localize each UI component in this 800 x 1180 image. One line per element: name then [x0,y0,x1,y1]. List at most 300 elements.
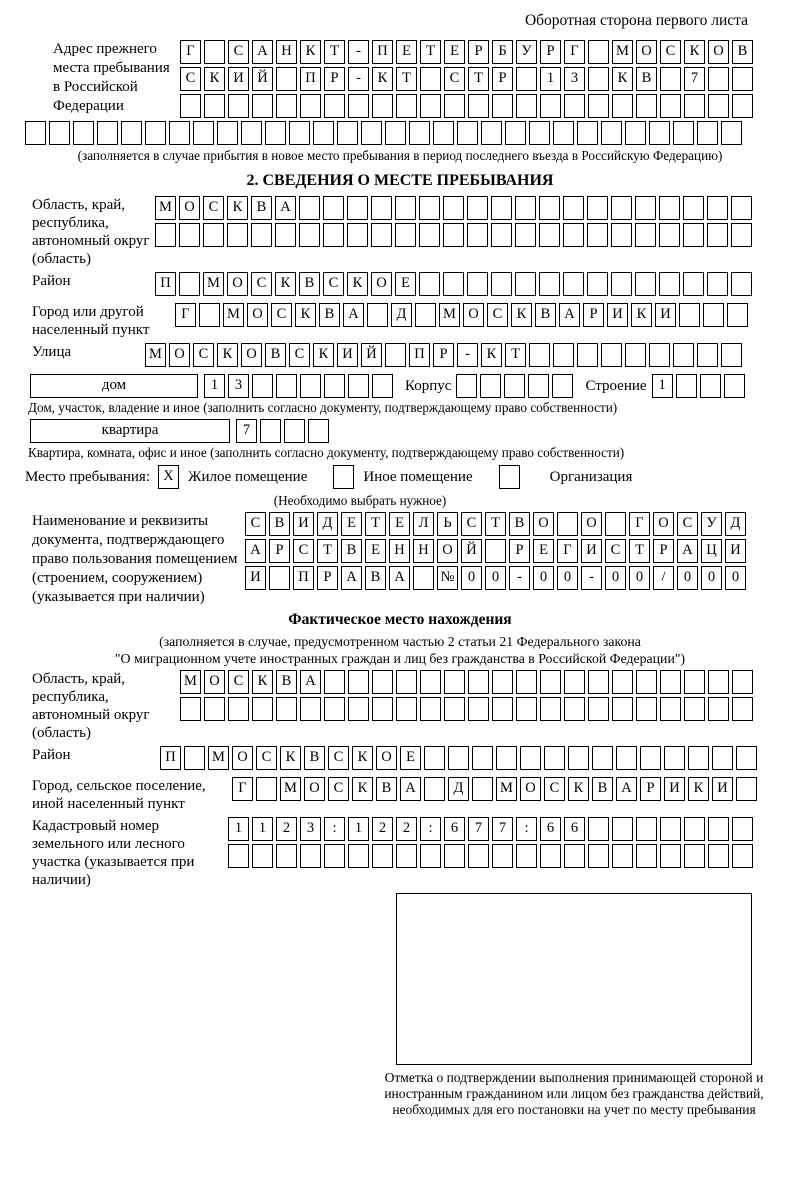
char-box [299,223,320,247]
char-box [635,272,656,296]
char-box [636,817,657,841]
char-box: В [276,670,297,694]
char-box [420,67,441,91]
char-box: : [420,817,441,841]
char-box [683,223,704,247]
char-box: Р [653,539,674,563]
char-box: О [533,512,554,536]
cadastral-field [0,817,800,889]
char-box: С [293,539,314,563]
char-box: Й [361,343,382,367]
char-box: В [592,777,613,801]
house-type-box: дом [30,374,198,398]
char-box: Т [505,343,526,367]
char-box: Б [492,40,513,64]
char-row-prev-address-4 [25,121,800,145]
char-box: Е [400,746,421,770]
char-box: И [293,512,314,536]
char-box [673,121,694,145]
option-residential-label: Жилое помещение [188,469,308,485]
char-box [420,697,441,721]
char-box: 7 [492,817,513,841]
char-box: У [516,40,537,64]
char-box: Т [317,539,338,563]
char-box: Й [461,539,482,563]
char-box [289,121,310,145]
char-box: К [227,196,248,220]
char-box [348,697,369,721]
char-box [684,670,705,694]
char-box: Г [180,40,201,64]
char-box: С [228,670,249,694]
char-box [251,223,272,247]
char-box: 3 [228,374,249,398]
char-box [228,697,249,721]
char-box: 2 [276,817,297,841]
char-box: О [247,303,268,327]
char-box [284,419,305,443]
char-box [636,844,657,868]
char-box [611,272,632,296]
char-box [660,67,681,91]
char-box: И [245,566,266,590]
char-box: Е [365,539,386,563]
char-box [625,121,646,145]
char-box: С [193,343,214,367]
char-box: 6 [564,817,585,841]
char-box [457,121,478,145]
char-box: И [337,343,358,367]
char-row-cadastral-2 [228,844,756,868]
char-box [361,121,382,145]
checkbox-residential: X [158,465,179,489]
char-box: С [487,303,508,327]
char-box [444,670,465,694]
char-box [697,121,718,145]
char-box [540,94,561,118]
char-box [467,223,488,247]
char-row-stroenie [652,374,748,393]
char-box [433,121,454,145]
char-box: С [251,272,272,296]
char-box [269,566,290,590]
char-row-actual-region-2 [180,697,756,721]
char-box [540,697,561,721]
actual-location-note-line1: (заполняется в случае, предусмотренном частью 2 статьи 21 Федерального закона [159,634,641,649]
actual-location-note [0,633,800,667]
char-box [468,844,489,868]
char-box: К [631,303,652,327]
stroenie-label: Строение [585,378,647,394]
char-box: 1 [652,374,673,398]
char-box [472,746,493,770]
char-box: И [655,303,676,327]
char-box [724,374,745,398]
char-box [496,746,517,770]
char-box: О [581,512,602,536]
char-box: : [516,817,537,841]
char-box [468,94,489,118]
char-box [300,844,321,868]
char-box [323,223,344,247]
char-box: А [300,670,321,694]
char-box: С [605,539,626,563]
char-box [241,121,262,145]
char-box [659,272,680,296]
char-box: - [581,566,602,590]
char-box: А [559,303,580,327]
char-box [649,121,670,145]
char-box: О [227,272,248,296]
checkbox-organization [499,465,520,489]
char-box: О [232,746,253,770]
char-box: О [376,746,397,770]
char-box: С [203,196,224,220]
char-box: Р [509,539,530,563]
char-box: И [607,303,628,327]
char-box: - [457,343,478,367]
char-box [252,697,273,721]
char-box [611,223,632,247]
char-box: С [256,746,277,770]
char-box: Н [276,40,297,64]
char-box [217,121,238,145]
char-box: О [520,777,541,801]
char-box [371,196,392,220]
char-box [348,94,369,118]
char-box [676,374,697,398]
char-box [324,844,345,868]
char-box: В [365,566,386,590]
char-box: 0 [485,566,506,590]
char-box: К [481,343,502,367]
char-box [415,303,436,327]
apartment-row [30,419,800,443]
char-box [515,223,536,247]
char-box [684,697,705,721]
char-box: 2 [372,817,393,841]
char-box [252,374,273,398]
char-box: К [217,343,238,367]
char-box: Р [324,67,345,91]
char-box: С [228,40,249,64]
char-box: П [300,67,321,91]
char-box [193,121,214,145]
char-box: 0 [533,566,554,590]
region-rows [155,196,755,250]
char-box [640,746,661,770]
char-box [700,374,721,398]
char-box [563,223,584,247]
char-box [300,94,321,118]
char-box [468,697,489,721]
char-box: М [439,303,460,327]
char-box [180,94,201,118]
char-box [396,844,417,868]
char-box [492,670,513,694]
char-box [419,196,440,220]
char-box [731,196,752,220]
char-box [708,697,729,721]
char-box [443,272,464,296]
char-box [396,670,417,694]
char-box: С [271,303,292,327]
district-label: Район [32,273,71,289]
char-box [372,94,393,118]
char-box [348,374,369,398]
char-box: У [701,512,722,536]
char-box [588,67,609,91]
char-box: Д [725,512,746,536]
char-box: 1 [348,817,369,841]
char-row-house [204,374,396,393]
char-box [180,697,201,721]
char-box [184,746,205,770]
char-box [588,40,609,64]
option-organization-label: Организация [549,469,633,485]
char-box [472,777,493,801]
char-box [276,67,297,91]
char-box: Г [564,40,585,64]
char-box [557,512,578,536]
char-box: О [437,539,458,563]
char-box [515,272,536,296]
char-box: О [463,303,484,327]
char-box [612,670,633,694]
char-box [679,303,700,327]
char-box: - [348,67,369,91]
char-box [587,223,608,247]
stay-type-row [25,465,800,491]
char-box: К [280,746,301,770]
char-box [660,817,681,841]
char-box: К [612,67,633,91]
char-box [348,844,369,868]
char-box [443,196,464,220]
char-box: Е [444,40,465,64]
char-box [721,121,742,145]
char-box: Т [396,67,417,91]
char-box [227,223,248,247]
char-box [337,121,358,145]
char-box [708,67,729,91]
char-box [419,223,440,247]
char-box [611,196,632,220]
char-box [49,121,70,145]
char-box [252,844,273,868]
char-box: Т [420,40,441,64]
char-box [385,121,406,145]
char-box [228,94,249,118]
char-box [420,844,441,868]
char-box [419,272,440,296]
char-box [528,374,549,398]
char-box: О [371,272,392,296]
char-box: 2 [396,817,417,841]
char-box [529,343,550,367]
char-box: К [372,67,393,91]
char-box: 7 [684,67,705,91]
char-box [444,697,465,721]
char-box [203,223,224,247]
char-box [372,844,393,868]
char-box [592,746,613,770]
char-box [732,844,753,868]
previous-address-label: Адрес прежнего места пребывания в Российской Федерации [53,41,170,114]
char-box: И [712,777,733,801]
document-rows [245,512,749,593]
char-box [385,343,406,367]
char-box [485,539,506,563]
char-box [660,94,681,118]
char-box: С [544,777,565,801]
char-box: А [275,196,296,220]
char-box: С [323,272,344,296]
char-box: О [304,777,325,801]
char-box [727,303,748,327]
char-box: Р [540,40,561,64]
char-box: К [688,777,709,801]
char-box: А [677,539,698,563]
char-box [732,817,753,841]
char-box: А [341,566,362,590]
char-box: А [245,539,266,563]
char-box [467,272,488,296]
actual-city-label: Город, сельское поселение, иной населенный пункт [32,778,206,812]
char-box [636,697,657,721]
char-box: О [708,40,729,64]
char-box: Р [317,566,338,590]
char-box: В [341,539,362,563]
char-box [605,512,626,536]
char-box: В [636,67,657,91]
checkbox-other-premises [333,465,354,489]
char-box: В [732,40,753,64]
char-box [275,223,296,247]
char-box: В [509,512,530,536]
street-label: Улица [32,344,72,360]
char-box [516,670,537,694]
char-box [300,374,321,398]
char-box [588,817,609,841]
char-box [736,746,757,770]
char-box: Д [448,777,469,801]
char-box [563,272,584,296]
char-box [324,374,345,398]
char-box [424,746,445,770]
char-box [520,746,541,770]
char-box [443,223,464,247]
char-box [703,303,724,327]
char-box [467,196,488,220]
char-row-korpus [456,374,576,390]
char-box [260,419,281,443]
char-box [660,670,681,694]
house-row [30,374,800,398]
char-box [204,40,225,64]
char-box [539,272,560,296]
char-box: А [400,777,421,801]
char-box: О [241,343,262,367]
char-box: № [437,566,458,590]
char-box [721,343,742,367]
char-box [367,303,388,327]
char-box [491,223,512,247]
char-box: 6 [444,817,465,841]
char-box [348,670,369,694]
char-box [612,94,633,118]
char-box [424,777,445,801]
char-box: К [684,40,705,64]
char-box [491,272,512,296]
char-box [228,844,249,868]
char-box [612,817,633,841]
char-box: К [252,670,273,694]
char-box [420,94,441,118]
char-box: В [299,272,320,296]
char-box: Ь [437,512,458,536]
confirmation-note: Отметка о подтверждении выполнения принимающей стороной и иностранным гражданином или лицом без гражданства действий, необходимых для его постановки на учет по месту пребывания [384,1070,764,1117]
char-box [505,121,526,145]
char-box [732,697,753,721]
char-box [568,746,589,770]
char-box [635,223,656,247]
char-box: Т [324,40,345,64]
char-box [256,777,277,801]
char-box [308,419,329,443]
previous-address-block [0,40,800,164]
char-box: Т [485,512,506,536]
char-box: Г [175,303,196,327]
char-box [313,121,334,145]
char-box: К [352,777,373,801]
char-box: Г [232,777,253,801]
char-box: Д [317,512,338,536]
char-box: И [228,67,249,91]
char-box [448,746,469,770]
char-box [539,196,560,220]
char-box: К [347,272,368,296]
char-box [420,670,441,694]
char-box [516,844,537,868]
char-box [564,670,585,694]
char-box: Г [629,512,650,536]
char-box [324,697,345,721]
char-row-actual-district [160,746,760,770]
char-box: К [352,746,373,770]
char-row-actual-region-1 [180,670,756,694]
char-box: : [324,817,345,841]
char-box [265,121,286,145]
char-box [299,196,320,220]
actual-region-field [0,670,800,742]
char-box: К [295,303,316,327]
char-box [712,746,733,770]
char-box [660,697,681,721]
char-box: 7 [468,817,489,841]
char-box [588,844,609,868]
char-box: С [444,67,465,91]
char-box: 0 [629,566,650,590]
char-row-district [155,272,755,296]
char-box [636,670,657,694]
char-box [684,817,705,841]
char-box: В [319,303,340,327]
char-box [413,566,434,590]
char-box: К [300,40,321,64]
char-box: М [180,670,201,694]
char-box [456,374,477,398]
